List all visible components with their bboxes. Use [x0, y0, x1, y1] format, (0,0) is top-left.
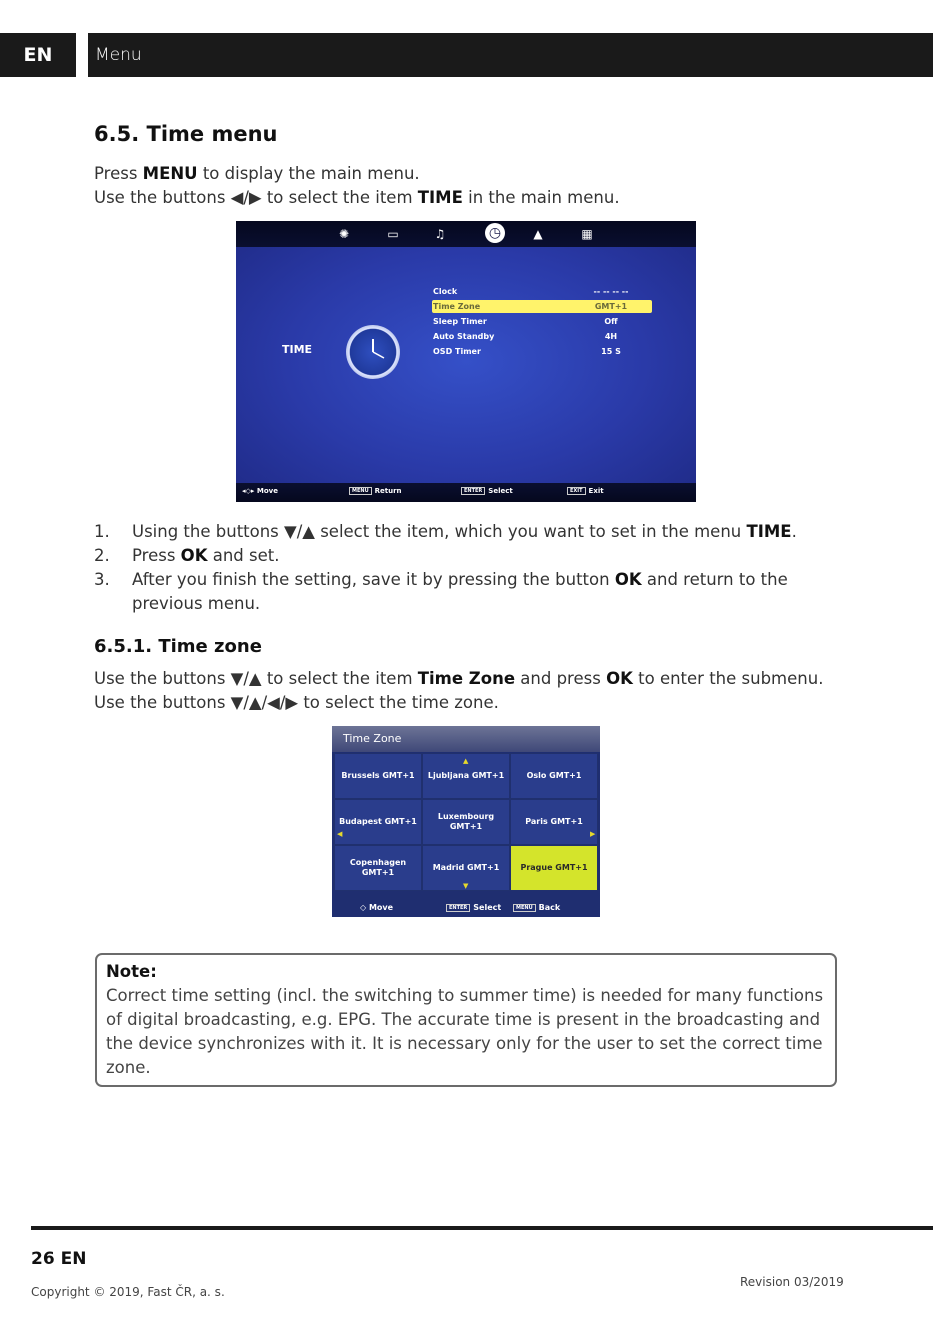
tz-cell-budapest[interactable]: Budapest GMT+1 ◀ [334, 799, 422, 845]
tv-time-menu-screenshot [236, 221, 696, 502]
note-line-1: Correct time setting (incl. the switching to summer time) is needed for many functions [106, 986, 824, 1005]
footer-rule [31, 1226, 933, 1230]
note-line-3: the device synchronizes with it. It is necessary only for the user to set the correct time [106, 1034, 823, 1053]
tv-row-sleep-timer[interactable]: Sleep Timer Off [433, 317, 618, 326]
tv-hint-exit: EXIT Exit [567, 487, 604, 495]
subsection-title: 6.5.1. Time zone [94, 636, 262, 657]
move-arrows-icon: ◇ [360, 903, 369, 912]
subsection-line-1: Use the buttons ▼/▲ to select the item Time Zone and press OK to enter the submenu. [94, 669, 824, 688]
time-zone-menu-screenshot [332, 726, 600, 917]
tv-hint-return: MENU Return [349, 487, 402, 495]
up-arrow-icon: ▲ [463, 757, 469, 765]
tz-cell-copenhagen[interactable]: Copenhagen GMT+1 [334, 845, 422, 891]
note-line-2: of digital broadcasting, e.g. EPG. The accurate time is present in the broadcasting and [106, 1010, 821, 1029]
intro-line-2: Use the buttons ◀/▶ to select the item TIME in the main menu. [94, 188, 620, 207]
tz-cell-ljubljana[interactable]: ▲ Ljubljana GMT+1 [422, 753, 510, 799]
tz-cell-brussels[interactable]: Brussels GMT+1 [334, 753, 422, 799]
step-3: 3. [94, 570, 110, 589]
note-line-4: zone. [106, 1058, 151, 1077]
header-title: Menu [88, 33, 933, 77]
move-arrows-icon: ◂◇▸ [242, 487, 257, 495]
page-number: 26 EN [31, 1249, 87, 1269]
step-2: 2. [94, 546, 110, 565]
tz-hint-back: MENU Back [513, 903, 560, 912]
right-arrow-icon: ▶ [590, 830, 596, 838]
step-1-text: Using the buttons ▼/▲ select the item, which you want to set in the menu TIME. [132, 522, 797, 541]
intro-line-1: Press MENU to display the main menu. [94, 164, 420, 183]
tv-row-time-zone[interactable]: Time Zone GMT+1 [432, 300, 652, 313]
step-3-continuation: previous menu. [132, 594, 261, 613]
tv-row-osd-timer[interactable]: OSD Timer 15 S [433, 347, 621, 356]
step-3-text: After you finish the setting, save it by pressing the button OK and return to the [132, 570, 788, 589]
analog-clock-icon [346, 325, 400, 379]
tv-hint-select: ENTER Select [461, 487, 513, 495]
tz-hint-select: ENTER Select [446, 903, 501, 912]
picture-settings-icon: ✺ [338, 227, 350, 241]
left-arrow-icon: ◀ [337, 830, 343, 838]
step-2-text: Press OK and set. [132, 546, 280, 565]
tz-cell-prague-selected[interactable]: Prague GMT+1 [510, 845, 598, 891]
apps-grid-icon: ▦ [581, 227, 593, 241]
tv-section-label: TIME [282, 343, 313, 356]
tz-cell-luxembourg[interactable]: Luxembourg GMT+1 [422, 799, 510, 845]
revision: Revision 03/2019 [740, 1275, 844, 1289]
tz-cell-madrid[interactable]: Madrid GMT+1 ▼ [422, 845, 510, 891]
tv-row-clock[interactable]: Clock -- -- -- -- [433, 287, 629, 296]
tv-menu-topbar [236, 221, 696, 247]
tz-cell-oslo[interactable]: Oslo GMT+1 [510, 753, 598, 799]
copyright: Copyright © 2019, Fast ČR, a. s. [31, 1285, 225, 1299]
lock-icon: ▲ [533, 227, 543, 241]
tv-row-auto-standby[interactable]: Auto Standby 4H [433, 332, 618, 341]
clock-icon: ◷ [485, 223, 505, 243]
tv-hint-move: ◂◇▸ Move [242, 487, 278, 495]
music-note-icon: ♫ [434, 227, 446, 241]
section-title: 6.5. Time menu [94, 122, 278, 146]
down-arrow-icon: ▼ [463, 882, 469, 890]
language-label: EN [0, 33, 76, 77]
tz-hint-move: ◇ Move [360, 903, 394, 912]
tz-menu-title: Time Zone [332, 726, 600, 752]
step-1: 1. [94, 522, 110, 541]
subsection-line-2: Use the buttons ▼/▲/◀/▶ to select the time zone. [94, 693, 499, 712]
note-title: Note: [106, 962, 157, 981]
tz-cell-paris[interactable]: Paris GMT+1 ▶ [510, 799, 598, 845]
display-icon: ▭ [387, 227, 399, 241]
